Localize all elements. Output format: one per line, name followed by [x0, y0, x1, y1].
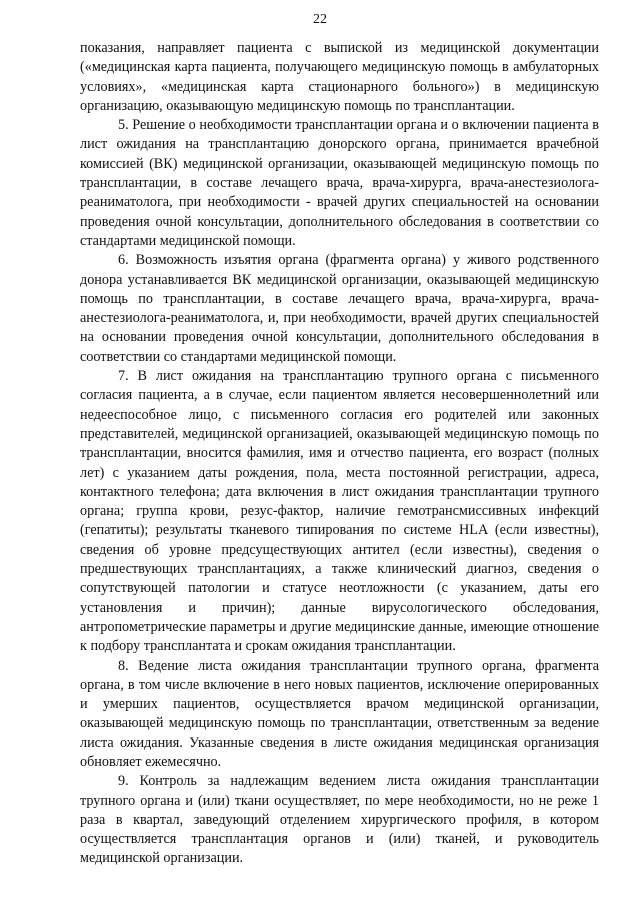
page-number: 22 [313, 12, 327, 27]
paragraph-continuation: показания, направляет пациента с выпиской из медицинской документации («медицинская карта пациента, получающего медицинскую помощь в амбулаторных условиях», «медицинская карта стационарного больного») в медицинскую организацию, оказывающую медицинскую помощь по трансплантации. [80, 40, 599, 114]
paragraph-item-9: 9. Контроль за надлежащим ведением листа ожидания трансплантации трупного органа и (или) ткани осуществляет, по мере необходимости, но не реже 1 раза в квартал, заведующий отделением хирургического профиля, в котором осуществляется трансплантация органов и (или) тканей, и руководитель медицинской организации. [80, 773, 599, 867]
paragraph-item-5: 5. Решение о необходимости трансплантации органа и о включении пациента в лист ожидания на трансплантацию донорского органа, принимается врачебной комиссией (ВК) медицинской организации, оказывающей медицинскую помощь по трансплантации, в составе лечащего врача, врача-хирурга, врача-анестезиолога-реаниматолога, при необходимости - врачей других специальностей на основании проведения очной консультации, дополнительного обследования в соответствии со стандартами медицинской помощи. [80, 117, 599, 249]
paragraph-item-6: 6. Возможность изъятия органа (фрагмента органа) у живого родственного донора устанавливается ВК медицинской организации, оказывающей медицинскую помощь по трансплантации, в составе лечащего врача, врача-хирурга, врача-анестезиолога-реаниматолога, и, при необходимости, врачей других специальностей на основании проведения очной консультации, дополнительного обследования в соответствии со стандартами медицинской помощи. [80, 252, 599, 365]
paragraph-item-7: 7. В лист ожидания на трансплантацию трупного органа с письменного согласия пациента, а в случае, если пациентом является несовершеннолетний или недееспособное лицо, с письменного согласия его родителей или законных представителей, медицинской организацией, оказывающей медицинскую помощь по трансплантации, вносится фамилия, имя и отчество пациента, его возраст (полных лет) с указанием даты рождения, пола, места постоянной регистрации, адреса, контактного телефона; дата включения в лист ожидания трансплантации трупного органа; группа крови, резус-фактор, наличие гемотрансмиссивных инфекций (гепатиты); результаты тканевого типирования по системе HLA (если известны), сведения об уровне предсуществующих антител (если известны), сведения о предшествующих трансплантациях, а также клинический диагноз, сведения о сопутствующей патологии и статусе неотложности (с указанием, даты его установления и причин); данные вирусологического обследования, антропометрические параметры и другие медицинские данные, имеющие отношение к подбору трансплантата и срокам ожидания трансплантации. [80, 368, 599, 655]
document-body [80, 39, 599, 869]
paragraph-item-8: 8. Ведение листа ожидания трансплантации трупного органа, фрагмента органа, в том числе включение в него новых пациентов, исключение оперированных и умерших пациентов, осуществляется врачом медицинской организации, оказывающей медицинскую помощь по трансплантации, ответственным за ведение листа ожидания. Указанные сведения в листе ожидания медицинская организация обновляет ежемесячно. [80, 657, 599, 770]
